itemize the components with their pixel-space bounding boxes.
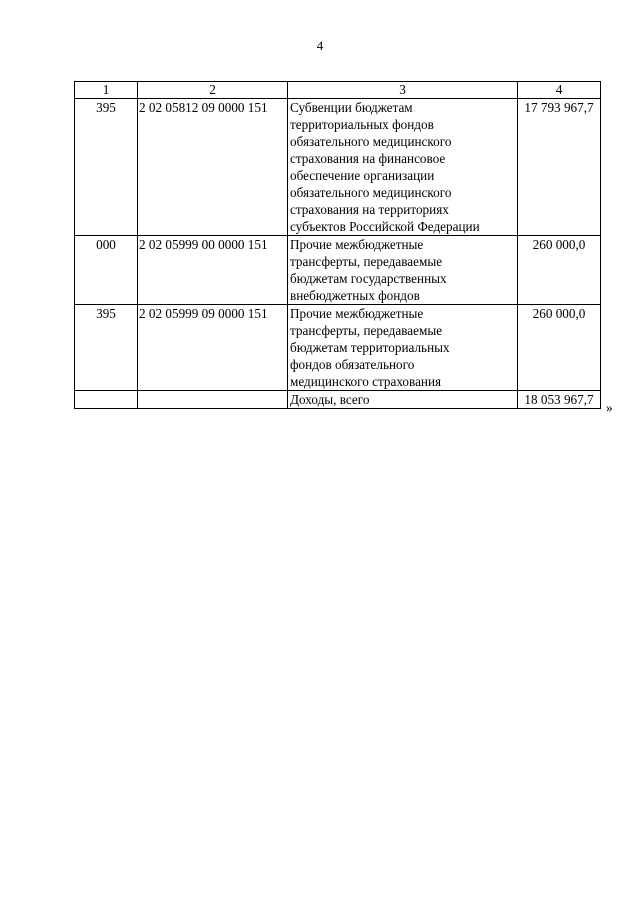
empty-cell <box>138 391 288 409</box>
header-col-3: 3 <box>288 82 518 99</box>
budget-classification-code: 2 02 05999 09 0000 151 <box>138 305 288 391</box>
description-line: трансферты, передаваемые <box>290 323 443 338</box>
budget-classification-code: 2 02 05999 00 0000 151 <box>138 236 288 305</box>
description-line: территориальных фондов <box>290 117 434 132</box>
total-amount: 18 053 967,7 <box>518 391 601 409</box>
amount: 260 000,0 <box>518 236 601 305</box>
description-line: страхования на территориях <box>290 202 449 217</box>
budget-classification-code: 2 02 05812 09 0000 151 <box>138 99 288 236</box>
header-col-4: 4 <box>518 82 601 99</box>
description-line: страхования на финансовое <box>290 151 446 166</box>
description-line: субъектов Российской Федерации <box>290 219 480 234</box>
revenue-description <box>288 305 518 391</box>
empty-cell <box>75 391 138 409</box>
total-label: Доходы, всего <box>288 391 518 409</box>
table-row <box>75 305 601 391</box>
header-col-2: 2 <box>138 82 288 99</box>
description-line: обязательного медицинского <box>290 134 452 149</box>
revenue-description <box>288 99 518 236</box>
admin-code: 395 <box>75 99 138 236</box>
description-line: Субвенции бюджетам <box>290 100 413 115</box>
description-line: медицинского страхования <box>290 374 442 389</box>
total-row <box>75 391 601 409</box>
closing-quote-mark: » <box>606 400 613 415</box>
description-line: внебюджетных фондов <box>290 288 420 303</box>
description-line: бюджетам территориальных <box>290 340 450 355</box>
table-header-row <box>75 82 601 99</box>
header-col-1: 1 <box>75 82 138 99</box>
table-row <box>75 236 601 305</box>
amount: 17 793 967,7 <box>518 99 601 236</box>
admin-code: 395 <box>75 305 138 391</box>
description-line: обязательного медицинского <box>290 185 452 200</box>
description-line: обеспечение организации <box>290 168 435 183</box>
table-row <box>75 99 601 236</box>
amount: 260 000,0 <box>518 305 601 391</box>
description-line: Прочие межбюджетные <box>290 306 424 321</box>
revenue-description <box>288 236 518 305</box>
description-line: Прочие межбюджетные <box>290 237 424 252</box>
budget-revenue-table <box>74 81 601 409</box>
page-number: 4 <box>316 38 324 53</box>
description-line: трансферты, передаваемые <box>290 254 443 269</box>
description-line: бюджетам государственных <box>290 271 447 286</box>
description-line: фондов обязательного <box>290 357 415 372</box>
admin-code: 000 <box>75 236 138 305</box>
